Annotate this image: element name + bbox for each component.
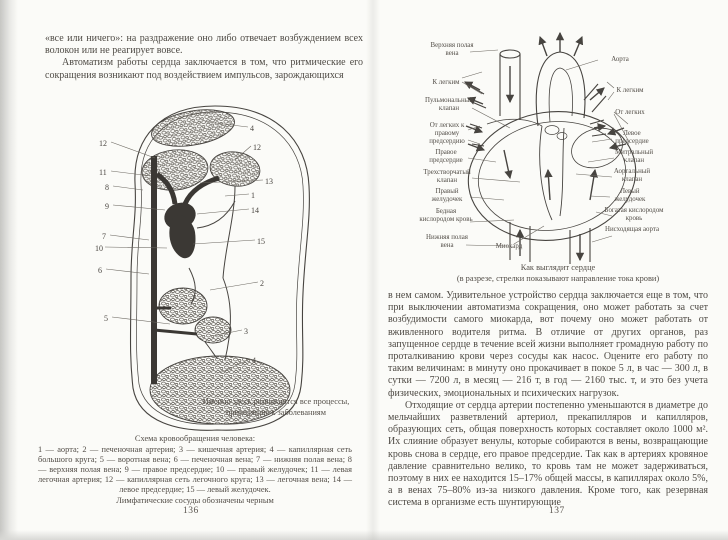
label-pulmonary-valve: Пульмональный клапан [425,97,473,112]
figure-number: 7 [102,232,106,241]
label-inferior-vena-cava: Нижняя полая вена [426,234,468,249]
scan-edge-right [712,0,728,540]
figure-number: 10 [95,244,103,253]
figure-number: 12 [253,143,261,152]
figure-number: 15 [257,237,265,246]
label-right-ventricle: Правый желудочек [431,188,463,203]
label-myocardium: Миокард [495,243,523,250]
label-aorta: Аорта [611,56,629,63]
label-oxygen-poor-blood: Бедная кислородом кровь [419,208,473,223]
figure-number: 6 [98,266,102,275]
caption-line-2: (в разрезе, стрелки показывают направление тока крови) [456,274,660,283]
label-to-lungs-right: К легким [616,87,644,94]
label-from-lungs-to-right-atrium: От легких к правому предсердию [429,122,465,145]
right-paragraph-1: в нем самом. Удивительное устройство сердца заключается еще в том, что при выключении автоматизма сокращения, оно может работать за счет возбудимости самого миокарда, вот почему оно может работать от вживленного водителя ритма. В отличие от других органов, раз запущенное сердце в течение всей жизни выполняет громадную работу по проталкиванию крови через сосуды как насос. Оцените его работу по таким величинам: в минуту оно прокачивает в покое 5 л, в час — 300 л, в сутки — 7200 л, в месяц — 216 т, в год — 2160 тыс. т, и это без учета физических, эмоциональных и психических нагрузок. [388,290,708,399]
scan-edge-left [0,0,18,540]
figure-number: 8 [105,183,109,192]
left-page-text [45,33,363,82]
figure-number: 13 [265,177,273,186]
page-number-left: 136 [183,506,199,516]
label-mitral-valve: Митральный клапан [614,149,654,164]
book-spine-shadow [366,0,380,540]
label-to-lungs-left: К легким [432,79,460,86]
scan-edge-bottom [0,530,728,540]
figure-number: 2 [260,279,264,288]
label-right-atrium: Правое предсердие [429,149,463,164]
circulation-diagram [85,98,345,438]
label-aortic-valve: Аортальный клапан [613,168,651,183]
figure-number: 4 [250,124,254,133]
circulation-diagram-art [85,98,345,438]
figure-note: Именно здесь развиваются все процессы, приводящие к заболеваниям [202,397,350,417]
label-left-atrium: Левое предсердие [615,130,649,145]
figure-number: 4 [252,356,256,365]
figure-number: 5 [104,314,108,323]
caption-note: Лимфатические сосуды обозначены черным [116,495,274,505]
label-superior-vena-cava: Верхняя полая вена [430,42,474,57]
label-oxygen-rich-blood: Богатая кислородом кровь [604,207,664,222]
left-paragraph-2: Автоматизм работы сердца заключается в том, что ритмические его сокращения возникают под воздействием импульсов, зарождающихся [45,57,363,81]
figure-number: 1 [251,191,255,200]
label-from-lungs: От легких [615,109,645,116]
right-paragraph-2: Отходящие от сердца артерии постепенно уменьшаются в диаметре до мельчайших разветвлений артериол, прекапилляров и капилляров, образующих сеть, общая поверхность которых составляет около 1000 м². Их слияние образует венулы, которые собираются в вены, возвращающие кровь снова в сердце, его правое предсердие. Так как в артериях кровяное давление сравнительно велико, то кровь там не может задерживаться, поэтому в них ее находится 15–17% общей массы, в капиллярах около 5%, а в венах 75–80% из-за низкого давления. Кроме того, как резервная система в организме есть шунтирующие [388,399,708,509]
left-figure-caption [38,434,352,506]
left-paragraph-1: «все или ничего»: на раздражение оно либо отвечает возбуждением всех волокон или не реагирует вовсе. [45,33,363,57]
page-number-right: 137 [549,506,565,516]
label-left-ventricle: Левый желудочек [614,188,646,203]
figure-number: 14 [251,206,259,215]
label-tricuspid-valve: Трехстворчатый клапан [423,169,471,184]
figure-number: 11 [99,168,107,177]
figure-number: 3 [244,327,248,336]
caption-legend-list: 1 — аорта; 2 — печеночная артерия; 3 — кишечная артерия; 4 — капиллярная сеть большого круга; 5 — воротная вена; 6 — печеночная вена; 7 — нижняя полая вена; 8 — верхняя полая вена; 9 — правое предсердие; 10 — правый желудочек; 11 — левая легочная артерия; 12 — капиллярная сеть легочного круга; 13 — легочная вена; 14 — левое предсердие; 15 — левый желудочек. [38,445,352,495]
right-figure-caption [408,262,708,284]
caption-title: Схема кровообращения человека: [134,434,256,443]
caption-line-1: Как выглядит сердце [520,263,596,272]
right-page-text [388,290,708,510]
figure-number: 9 [105,202,109,211]
label-descending-aorta: Нисходящая аорта [605,226,660,233]
figure-number: 12 [99,139,107,148]
